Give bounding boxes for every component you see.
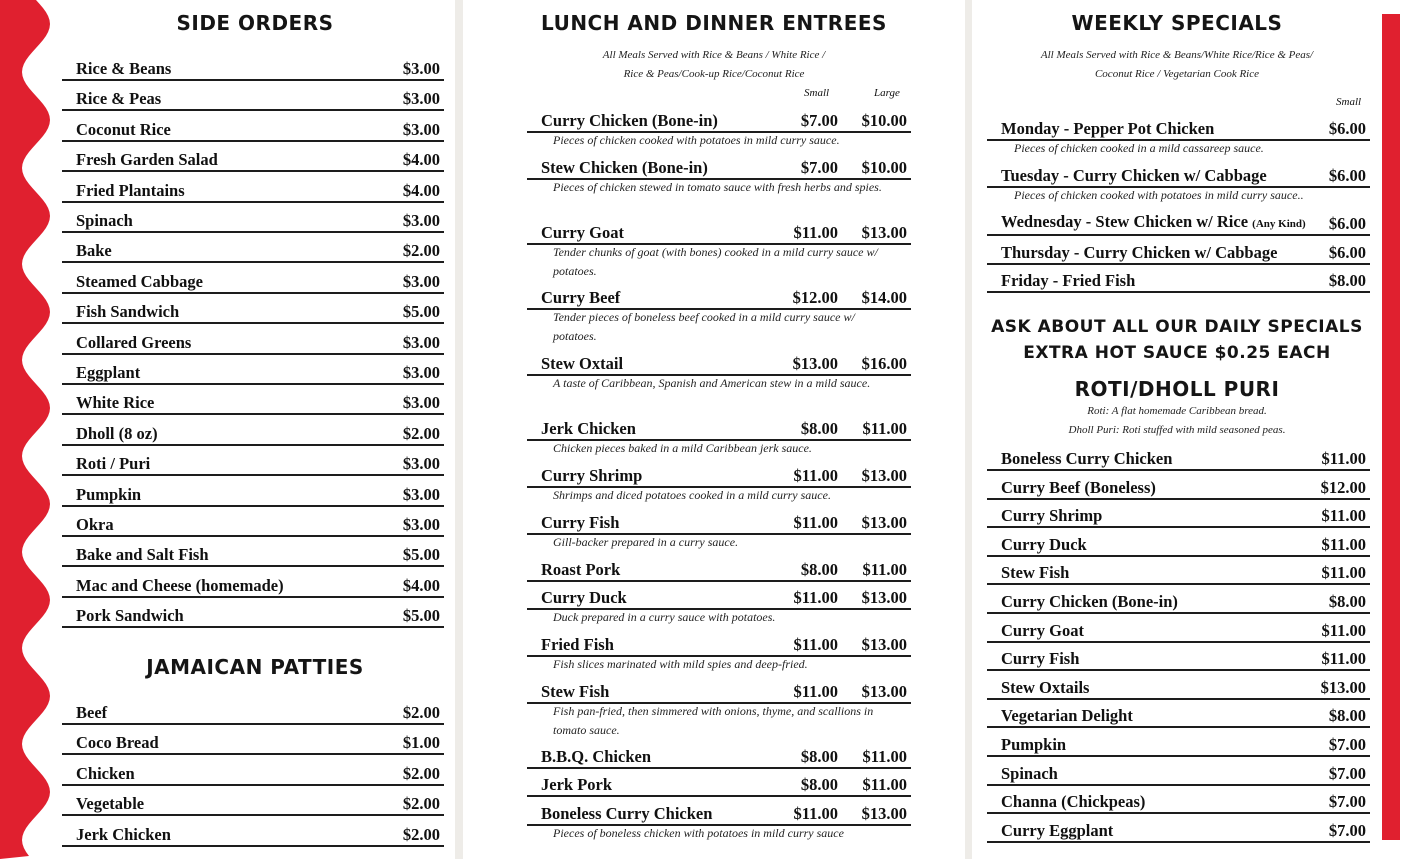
item-price: $8.00 [1328, 706, 1366, 726]
entree-small-price: $8.00 [800, 419, 838, 438]
item-name: Fried Plantains [76, 180, 185, 200]
weekly-row [987, 239, 1370, 265]
red-scalloped-border [0, 0, 60, 859]
item-price: $7.00 [1328, 763, 1366, 783]
menu-row [987, 617, 1370, 643]
item-price: $11.00 [1321, 563, 1366, 583]
menu-row [62, 329, 444, 355]
menu-row [987, 817, 1370, 843]
menu-row [62, 450, 444, 476]
item-name: Channa (Chickpeas) [1001, 792, 1146, 812]
entree-small-price: $11.00 [793, 588, 838, 607]
entree-name: Stew Fish [541, 682, 610, 701]
entree-name: Curry Shrimp [541, 466, 643, 485]
menu-row [987, 531, 1370, 557]
hot-sauce-line: EXTRA HOT SAUCE $0.25 EACH [1023, 343, 1331, 363]
item-name: Stew Oxtails [1001, 677, 1090, 697]
item-price: $2.00 [402, 763, 440, 783]
entree-large-price: $11.00 [862, 775, 907, 794]
item-price: $3.00 [402, 363, 440, 382]
entree-description: Duck prepared in a curry sauce with potatoes. [553, 610, 776, 624]
menu-row [987, 645, 1370, 671]
weekly-item-text: Friday - Fried Fish [1001, 271, 1136, 290]
entree-large-price: $11.00 [862, 747, 907, 766]
weekly-item-name [1001, 243, 1277, 263]
entree-small-price: $11.00 [793, 804, 838, 823]
entrees-title: LUNCH AND DINNER ENTREES [541, 11, 887, 35]
entree-large-price: $10.00 [861, 111, 907, 130]
item-name: Okra [76, 515, 114, 534]
red-side-bar [1382, 14, 1400, 840]
item-price: $3.00 [402, 515, 440, 534]
item-price: $7.00 [1328, 820, 1366, 840]
item-price: $7.00 [1328, 735, 1366, 754]
item-price: $3.00 [402, 484, 440, 504]
weekly-item-text: Tuesday - Curry Chicken w/ Cabbage [1001, 166, 1267, 185]
item-price: $11.00 [1321, 449, 1366, 468]
entree-large-price: $13.00 [861, 466, 907, 485]
item-price: $11.00 [1321, 649, 1366, 669]
entree-description: Pieces of boneless chicken with potatoes in mild curry sauce [553, 826, 844, 840]
weekly-item-price: $6.00 [1328, 166, 1366, 185]
item-price: $4.00 [402, 180, 440, 200]
entree-large-price: $13.00 [861, 588, 907, 607]
weekly-item-name [1001, 212, 1306, 234]
item-name: Coco Bread [76, 733, 159, 753]
item-name: Curry Eggplant [1001, 820, 1114, 840]
item-name: Collared Greens [76, 332, 192, 352]
entree-row [527, 556, 911, 582]
item-price: $8.00 [1328, 592, 1366, 611]
menu-row [62, 116, 444, 142]
menu-row [62, 821, 444, 847]
item-price: $3.00 [402, 119, 440, 139]
weekly-item-name [1001, 119, 1214, 139]
item-name: Curry Goat [1001, 620, 1084, 640]
entree-row [527, 743, 911, 769]
weekly-item-price: $6.00 [1328, 243, 1366, 262]
weekly-item-text: Thursday - Curry Chicken w/ Cabbage [1001, 243, 1278, 262]
entree-name: Curry Fish [541, 513, 620, 532]
item-name: Bake [76, 241, 112, 261]
entree-description: Chicken pieces baked in a mild Caribbean jerk sauce. [553, 441, 812, 455]
menu-row [62, 359, 444, 385]
item-price: $3.00 [402, 271, 440, 291]
entree-name: Curry Chicken (Bone-in) [541, 111, 718, 130]
weekly-specials-title: WEEKLY SPECIALS [1071, 11, 1283, 35]
menu-row [987, 588, 1370, 614]
daily-specials-line: ASK ABOUT ALL OUR DAILY SPECIALS [991, 317, 1363, 337]
entree-description: Fish slices marinated with mild spies and deep-fried. [553, 657, 808, 671]
item-name: Mac and Cheese (homemade) [76, 575, 284, 595]
entree-large-price: $11.00 [862, 419, 907, 438]
entree-small-price: $11.00 [793, 513, 838, 532]
entree-row [527, 584, 911, 610]
entree-small-price: $11.00 [793, 635, 838, 654]
weekly-item-suffix: (Any Kind) [1252, 218, 1306, 230]
menu-row [987, 674, 1370, 700]
entree-row [527, 771, 911, 797]
entree-name: Jerk Pork [541, 775, 613, 794]
menu-row [62, 602, 444, 628]
item-name: Spinach [1001, 763, 1058, 783]
entree-large-price: $13.00 [861, 223, 907, 242]
weekly-row [987, 210, 1370, 236]
menu-row [987, 445, 1370, 471]
entree-small-price: $11.00 [793, 466, 838, 485]
entree-large-price: $13.00 [861, 635, 907, 654]
entree-row [527, 509, 911, 535]
weekly-small-header: Small [1336, 96, 1362, 108]
item-name: Pumpkin [76, 484, 142, 504]
roti-note: Roti: A flat homemade Caribbean bread. Dholl Puri: Roti stuffed with mild seasoned peas. [1068, 405, 1286, 436]
item-price: $3.00 [402, 454, 440, 474]
item-price: $3.00 [402, 332, 440, 352]
weekly-item-price: $8.00 [1328, 271, 1366, 290]
entree-name: Boneless Curry Chicken [541, 804, 713, 823]
entree-description: Pieces of chicken stewed in tomato sauce with fresh herbs and spies. [553, 180, 882, 194]
entree-small-price: $13.00 [792, 354, 838, 373]
menu-row [62, 699, 444, 725]
entrees-note: All Meals Served with Rice & Beans / White Rice / Rice & Peas/Cook-up Rice/Coconut Rice [602, 49, 826, 80]
entree-row [527, 154, 911, 180]
entree-large-price: $13.00 [861, 513, 907, 532]
entree-large-price: $16.00 [861, 354, 907, 373]
menu-row [62, 55, 444, 81]
item-name: White Rice [76, 393, 155, 413]
menu-row [62, 298, 444, 324]
entree-name: B.B.Q. Chicken [541, 747, 652, 766]
menu-row [987, 731, 1370, 757]
menu-row [62, 177, 444, 203]
menu-row [987, 559, 1370, 585]
item-name: Curry Duck [1001, 534, 1087, 554]
item-name: Chicken [76, 763, 135, 783]
item-price: $4.00 [402, 575, 440, 595]
item-price: $4.00 [402, 150, 440, 170]
large-price-header: Large [874, 87, 900, 99]
weekly-row [987, 267, 1370, 293]
item-price: $12.00 [1320, 477, 1366, 497]
weekly-item-text: Monday - Pepper Pot Chicken [1001, 119, 1215, 138]
item-price: $11.00 [1321, 620, 1366, 640]
entree-description: Fish pan-fried, then simmered with onions, thyme, and scallions in tomato sauce. [553, 704, 874, 737]
item-name: Rice & Peas [76, 89, 162, 109]
item-price: $3.00 [402, 89, 440, 109]
menu-row [62, 572, 444, 598]
item-name: Bake and Salt Fish [76, 545, 209, 565]
item-price: $11.00 [1321, 506, 1366, 526]
entree-small-price: $11.00 [793, 682, 838, 701]
item-name: Beef [76, 703, 108, 722]
item-name: Boneless Curry Chicken [1001, 449, 1173, 468]
entree-large-price: $13.00 [861, 804, 907, 823]
entree-row [527, 350, 911, 376]
item-price: $2.00 [402, 824, 440, 844]
weekly-description: Pieces of chicken cooked in a mild cassareep sauce. [1014, 141, 1264, 155]
weekly-item-price: $6.00 [1328, 214, 1366, 233]
item-name: Fish Sandwich [76, 302, 180, 322]
weekly-note: All Meals Served with Rice & Beans/White Rice/Rice & Peas/ Coconut Rice / Vegetarian Cook Rice [1040, 49, 1314, 80]
item-price: $11.00 [1321, 534, 1366, 554]
item-name: Stew Fish [1001, 563, 1070, 583]
entree-row [527, 219, 911, 245]
item-price: $5.00 [402, 302, 440, 322]
menu-row [62, 237, 444, 263]
item-name: Curry Shrimp [1001, 506, 1103, 526]
weekly-item-name [1001, 166, 1267, 186]
entree-small-price: $8.00 [800, 747, 838, 766]
side-orders-title: SIDE ORDERS [176, 11, 334, 35]
entree-row [527, 415, 911, 441]
item-price: $3.00 [402, 59, 440, 78]
small-price-header: Small [804, 87, 830, 99]
menu-row [62, 481, 444, 507]
entree-description: Pieces of chicken cooked with potatoes in mild curry sauce. [553, 133, 840, 147]
menu-row [62, 268, 444, 294]
item-name: Dholl (8 oz) [76, 423, 158, 443]
menu-row [62, 85, 444, 111]
entree-row [527, 631, 911, 657]
item-price: $2.00 [402, 241, 440, 261]
menu-row [62, 146, 444, 172]
menu-row [987, 760, 1370, 786]
weekly-description: Pieces of chicken cooked with potatoes in mild curry sauce.. [1014, 188, 1304, 202]
item-name: Coconut Rice [76, 119, 171, 139]
item-name: Steamed Cabbage [76, 271, 203, 291]
item-price: $2.00 [402, 703, 440, 722]
item-name: Vegetable [76, 794, 145, 814]
entree-description: A taste of Caribbean, Spanish and American stew in a mild sauce. [553, 376, 871, 390]
menu-row [62, 729, 444, 755]
weekly-item-price: $6.00 [1328, 119, 1366, 138]
item-name: Spinach [76, 211, 133, 230]
entree-name: Curry Beef [541, 288, 621, 307]
weekly-row [987, 115, 1370, 141]
entree-row [527, 678, 911, 704]
item-price: $13.00 [1320, 677, 1366, 697]
item-name: Rice & Beans [76, 59, 172, 78]
weekly-item-text: Wednesday - Stew Chicken w/ Rice [1001, 212, 1249, 231]
menu-row [62, 790, 444, 816]
entree-small-price: $8.00 [800, 560, 838, 579]
item-price: $7.00 [1328, 792, 1366, 812]
jamaican-patties-title: JAMAICAN PATTIES [146, 655, 364, 679]
menu-row [62, 541, 444, 567]
item-name: Pumpkin [1001, 735, 1067, 754]
entree-small-price: $7.00 [800, 158, 838, 177]
menu-row [62, 420, 444, 446]
entree-row [527, 800, 911, 826]
entree-large-price: $14.00 [861, 288, 907, 307]
item-name: Eggplant [76, 363, 141, 382]
entree-description: Tender chunks of goat (with bones) cooked in a mild curry sauce w/ potatoes. [553, 245, 878, 278]
entree-row [527, 284, 911, 310]
entree-description: Shrimps and diced potatoes cooked in a mild curry sauce. [553, 488, 831, 502]
item-name: Roti / Puri [76, 454, 151, 474]
entree-name: Curry Duck [541, 588, 627, 607]
item-price: $2.00 [402, 794, 440, 814]
entree-name: Fried Fish [541, 635, 614, 654]
item-name: Pork Sandwich [76, 606, 184, 626]
entree-large-price: $13.00 [861, 682, 907, 701]
menu-row [987, 502, 1370, 528]
entree-description: Tender pieces of boneless beef cooked in a mild curry sauce w/ potatoes. [553, 310, 855, 343]
entree-name: Stew Chicken (Bone-in) [541, 158, 708, 177]
entree-name: Jerk Chicken [541, 419, 636, 438]
item-name: Vegetarian Delight [1001, 706, 1133, 726]
item-name: Curry Fish [1001, 649, 1080, 669]
item-name: Jerk Chicken [76, 824, 171, 844]
item-name: Fresh Garden Salad [76, 150, 218, 170]
menu-row [62, 511, 444, 537]
item-name: Curry Chicken (Bone-in) [1001, 592, 1178, 611]
menu-row [62, 389, 444, 415]
menu-row [987, 702, 1370, 728]
entree-small-price: $7.00 [800, 111, 838, 130]
entree-small-price: $11.00 [793, 223, 838, 242]
entree-name: Stew Oxtail [541, 354, 624, 373]
item-price: $5.00 [402, 606, 440, 626]
entree-large-price: $11.00 [862, 560, 907, 579]
entree-description: Gill-backer prepared in a curry sauce. [553, 535, 739, 549]
entree-row [527, 462, 911, 488]
weekly-item-name [1001, 271, 1135, 291]
menu-row [62, 207, 444, 233]
item-name: Curry Beef (Boneless) [1001, 477, 1156, 497]
entree-small-price: $12.00 [792, 288, 838, 307]
menu-row [987, 474, 1370, 500]
entree-small-price: $8.00 [800, 775, 838, 794]
weekly-row [987, 162, 1370, 188]
item-price: $3.00 [402, 393, 440, 413]
item-price: $5.00 [402, 545, 440, 565]
menu-row [987, 788, 1370, 814]
item-price: $3.00 [402, 211, 440, 230]
entree-name: Curry Goat [541, 223, 624, 242]
entree-name: Roast Pork [541, 560, 621, 579]
item-price: $1.00 [402, 733, 440, 753]
item-price: $2.00 [402, 423, 440, 443]
entree-row [527, 107, 911, 133]
entree-large-price: $10.00 [861, 158, 907, 177]
roti-title: ROTI/DHOLL PURI [1074, 377, 1280, 401]
menu-row [62, 760, 444, 786]
fold-divider [455, 0, 463, 859]
